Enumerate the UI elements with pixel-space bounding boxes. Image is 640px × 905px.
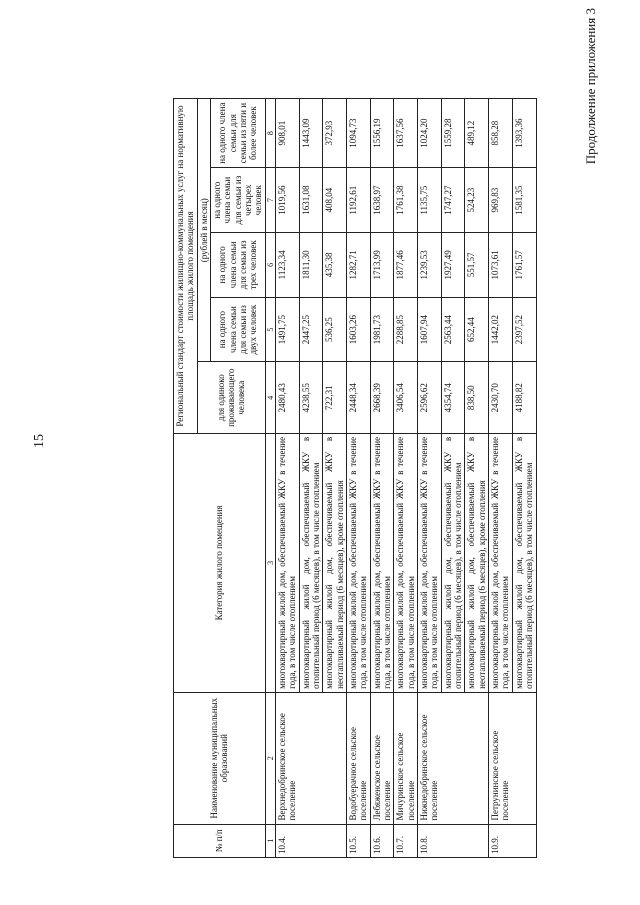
header-family-3: на одного члена семьи для семьи из трех человек xyxy=(211,233,266,298)
cost-value: 858,28 xyxy=(489,99,513,168)
cost-value: 1282,71 xyxy=(347,233,371,298)
column-number-row xyxy=(265,99,275,858)
table-row xyxy=(370,99,394,858)
cost-value: 722,31 xyxy=(323,362,347,433)
cost-value: 2480,43 xyxy=(275,362,299,433)
column-number: 3 xyxy=(265,433,275,692)
row-number: 10.5. xyxy=(347,824,371,857)
cost-value: 435,38 xyxy=(323,233,347,298)
municipality-name: Верхнедобринское сельское поселение xyxy=(275,692,346,824)
appendix-continuation-label: Продолжение приложения 3 xyxy=(583,8,598,165)
cost-value: 4188,82 xyxy=(512,362,536,433)
row-number: 10.8. xyxy=(418,824,489,857)
header-category: Категория жилого помещения xyxy=(174,433,266,692)
cost-value: 1123,34 xyxy=(275,233,299,298)
cost-value: 1761,38 xyxy=(394,168,418,233)
table-row xyxy=(275,99,299,858)
municipality-name: Петрунинское сельское поселение xyxy=(489,692,536,824)
table-row xyxy=(489,99,513,858)
housing-category: многоквартирный жилой дом, обеспечиваемый ЖКУ в неотапливаемый период (6 месяцев), кроме отопления xyxy=(465,433,489,692)
cost-value: 1442,02 xyxy=(489,297,513,362)
cost-value: 551,57 xyxy=(465,233,489,298)
cost-value: 1747,27 xyxy=(441,168,465,233)
cost-value: 2563,44 xyxy=(441,297,465,362)
cost-value: 652,44 xyxy=(465,297,489,362)
municipality-name: Водобуерачное сельское поселение xyxy=(347,692,371,824)
cost-value: 908,01 xyxy=(275,99,299,168)
cost-value: 1713,99 xyxy=(370,233,394,298)
column-number: 2 xyxy=(265,692,275,824)
housing-category: многоквартирный жилой дом, обеспечиваемый ЖКУ в течение года, в том числе отоплением xyxy=(347,433,371,692)
cost-value: 969,83 xyxy=(489,168,513,233)
municipality-name: Нижнедобринское сельское поселение xyxy=(418,692,489,824)
housing-cost-standard-table xyxy=(173,98,537,858)
cost-value: 1393,36 xyxy=(512,99,536,168)
cost-value: 1637,56 xyxy=(394,99,418,168)
header-family-2: на одного члена семьи для семьи из двух человек xyxy=(211,297,266,362)
column-number: 5 xyxy=(265,297,275,362)
header-unit: (рублей в месяц) xyxy=(197,99,210,362)
cost-value: 1073,61 xyxy=(489,233,513,298)
cost-value: 1811,30 xyxy=(299,233,323,298)
header-no: № п/п xyxy=(174,824,266,857)
column-number: 4 xyxy=(265,362,275,433)
cost-value: 1019,56 xyxy=(275,168,299,233)
cost-value: 2668,39 xyxy=(370,362,394,433)
housing-category: многоквартирный жилой дом, обеспечиваемый ЖКУ в отопительный период (6 месяцев), в том числе отоплением xyxy=(299,433,323,692)
cost-value: 1135,75 xyxy=(418,168,442,233)
cost-value: 1556,19 xyxy=(370,99,394,168)
municipality-name: Лебяженское сельское поселение xyxy=(370,692,394,824)
cost-value: 4354,74 xyxy=(441,362,465,433)
housing-category: многоквартирный жилой дом, обеспечиваемый ЖКУ в течение года, в том числе отоплением xyxy=(489,433,513,692)
cost-value: 408,04 xyxy=(323,168,347,233)
cost-value: 1603,26 xyxy=(347,297,371,362)
cost-value: 1192,61 xyxy=(347,168,371,233)
housing-category: многоквартирный жилой дом, обеспечиваемый ЖКУ в отопительный период (6 месяцев), в том числе отоплением xyxy=(441,433,465,692)
cost-value: 1927,49 xyxy=(441,233,465,298)
header-single: для одиноко проживающего человека xyxy=(197,362,265,433)
header-family-5plus: на одного члена семьи для семьи из пяти и более человек xyxy=(211,99,266,168)
housing-category: многоквартирный жилой дом, обеспечиваемый ЖКУ в неотапливаемый период (6 месяцев), кроме отопления xyxy=(323,433,347,692)
housing-category: многоквартирный жилой дом, обеспечиваемый ЖКУ в течение года, в том числе отоплением xyxy=(394,433,418,692)
row-number: 10.6. xyxy=(370,824,394,857)
cost-value: 2447,25 xyxy=(299,297,323,362)
cost-value: 4238,55 xyxy=(299,362,323,433)
table-row xyxy=(347,99,371,858)
table-row xyxy=(418,99,442,858)
cost-value: 1631,08 xyxy=(299,168,323,233)
cost-value: 1877,46 xyxy=(394,233,418,298)
cost-value: 1581,35 xyxy=(512,168,536,233)
housing-category: многоквартирный жилой дом, обеспечиваемый ЖКУ в течение года, в том числе отоплением xyxy=(418,433,442,692)
cost-value: 1024,20 xyxy=(418,99,442,168)
cost-value: 2430,70 xyxy=(489,362,513,433)
column-number: 6 xyxy=(265,233,275,298)
cost-value: 1761,57 xyxy=(512,233,536,298)
cost-value: 372,93 xyxy=(323,99,347,168)
cost-value: 2448,34 xyxy=(347,362,371,433)
rotated-table-wrapper xyxy=(173,98,613,858)
header-row-1 xyxy=(174,99,198,858)
row-number: 10.7. xyxy=(394,824,418,857)
cost-value: 1607,94 xyxy=(418,297,442,362)
row-number: 10.9. xyxy=(489,824,536,857)
cost-value: 489,12 xyxy=(465,99,489,168)
cost-value: 1559,28 xyxy=(441,99,465,168)
header-municipality: Наименование муниципальных образований xyxy=(174,692,266,824)
header-family-4: на одного члена семьи для семьи из четырех человек xyxy=(211,168,266,233)
cost-value: 1239,53 xyxy=(418,233,442,298)
column-number: 7 xyxy=(265,168,275,233)
cost-value: 1443,09 xyxy=(299,99,323,168)
cost-value: 2397,52 xyxy=(512,297,536,362)
cost-value: 1638,97 xyxy=(370,168,394,233)
header-standard: Региональный стандарт стоимости жилищно-коммунальных услуг на нормативную площадь жилого помещения xyxy=(174,99,198,434)
row-number: 10.4. xyxy=(275,824,346,857)
table-row xyxy=(394,99,418,858)
cost-value: 1491,75 xyxy=(275,297,299,362)
cost-value: 3406,54 xyxy=(394,362,418,433)
page-number: 15 xyxy=(32,434,47,448)
housing-category: многоквартирный жилой дом, обеспечиваемый ЖКУ в отопительный период (6 месяцев), в том числе отоплением xyxy=(512,433,536,692)
housing-category: многоквартирный жилой дом, обеспечиваемый ЖКУ в течение года, в том числе отоплением xyxy=(370,433,394,692)
cost-value: 524,23 xyxy=(465,168,489,233)
column-number: 8 xyxy=(265,99,275,168)
cost-value: 1094,73 xyxy=(347,99,371,168)
cost-value: 536,25 xyxy=(323,297,347,362)
housing-category: многоквартирный жилой дом, обеспечиваемый ЖКУ в течение года, в том числе отоплением xyxy=(275,433,299,692)
cost-value: 1981,73 xyxy=(370,297,394,362)
cost-value: 838,50 xyxy=(465,362,489,433)
column-number: 1 xyxy=(265,824,275,857)
municipality-name: Мичуринское сельское поселение xyxy=(394,692,418,824)
cost-value: 2288,85 xyxy=(394,297,418,362)
cost-value: 2596,62 xyxy=(418,362,442,433)
